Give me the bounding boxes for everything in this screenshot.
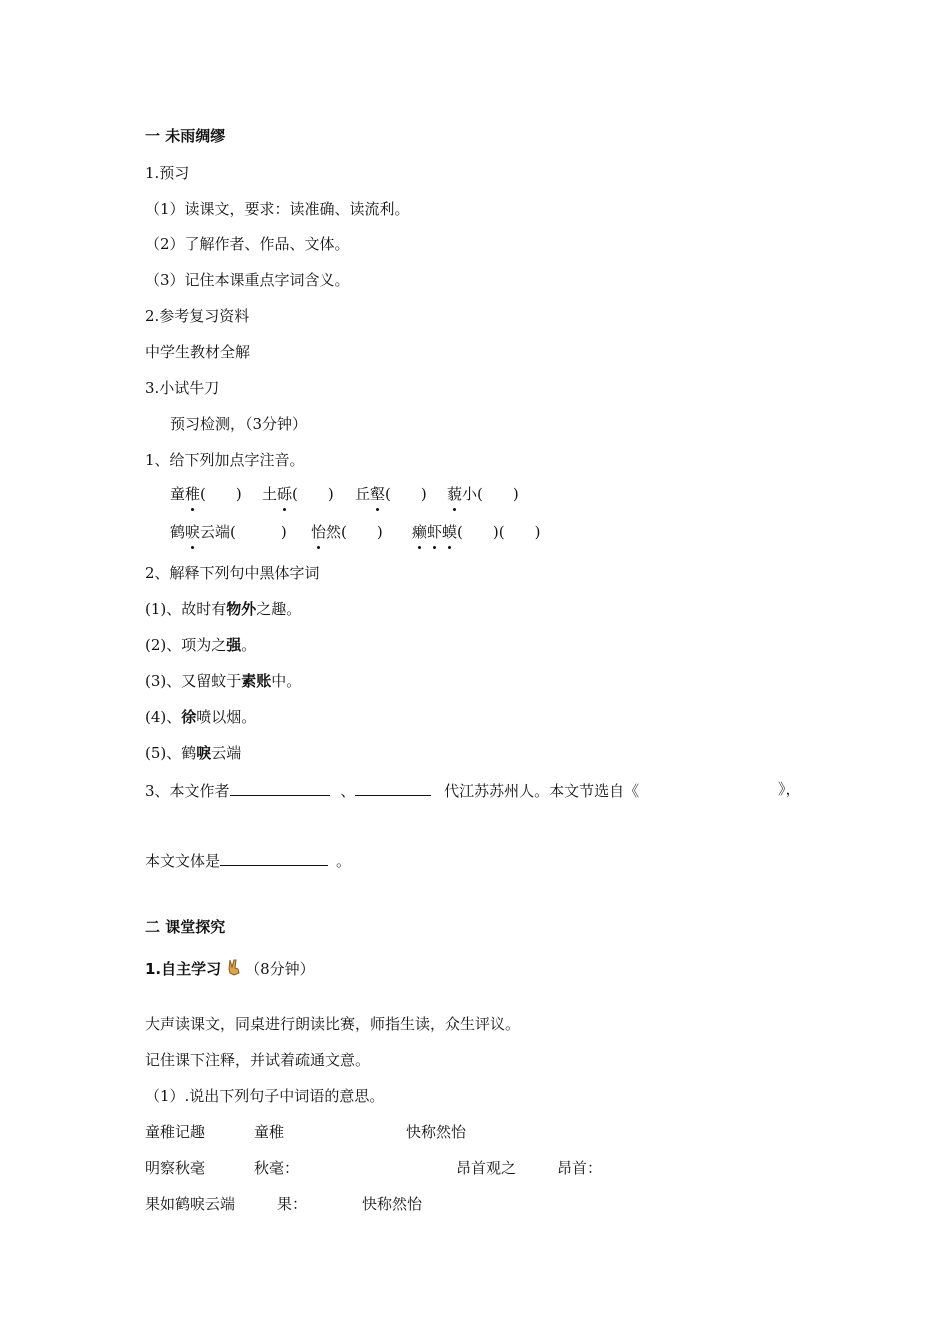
pinyin-item: 童稚( ) <box>170 485 242 503</box>
question-3-genre: 本文文体是 。 <box>145 849 351 871</box>
vocab-word: 昂首： <box>557 1159 603 1177</box>
dynasty-blank[interactable] <box>355 779 431 796</box>
item-reference: 2.参考复习资料 <box>145 307 250 325</box>
question-3: 3、本文作者 、 代江苏苏州人。本文节选自《 <box>145 779 639 801</box>
vocab-phrase: 童稚记趣 <box>145 1123 206 1141</box>
pinyin-item: 藐小( ) <box>447 485 519 503</box>
explain-item: (2)、项为之强。 <box>145 636 257 654</box>
requirement-3: （3）记住本课重点字词含义。 <box>145 271 350 289</box>
paragraph-1: 大声读课文，同桌进行朗读比赛，师指生读，众生评议。 <box>145 1015 521 1033</box>
question-1: 1、给下列加点字注音。 <box>145 451 305 469</box>
paragraph-2: 记住课下注释，并试着疏通文意。 <box>145 1051 371 1069</box>
vocab-phrase: 快称然怡 <box>406 1123 467 1141</box>
pinyin-item: 土砾( ) <box>262 485 334 503</box>
pinyin-item: 怡然( ) <box>311 523 383 541</box>
preview-check: 预习检测，（3分钟） <box>170 415 308 433</box>
section-title-2: 二 课堂探究 <box>145 918 226 936</box>
explain-item: (4)、徐喷以烟。 <box>145 708 257 726</box>
victory-hand-icon <box>225 958 243 976</box>
vocab-phrase: 快称然怡 <box>362 1195 423 1213</box>
vocab-word: 秋毫： <box>254 1159 300 1177</box>
genre-blank[interactable] <box>220 849 328 866</box>
section-title-1: 一 未雨绸缪 <box>145 127 226 145</box>
author-blank[interactable] <box>230 779 330 796</box>
item-preview: 1.预习 <box>145 164 190 182</box>
pinyin-item: 鹤唳云端( ) <box>170 523 287 541</box>
requirement-2: （2）了解作者、作品、文体。 <box>145 235 350 253</box>
vocab-phrase: 昂首观之 <box>456 1159 517 1177</box>
question-3-close: 》， <box>778 780 801 798</box>
self-study-heading: 1.自主学习 （8分钟） <box>145 960 315 978</box>
explain-item: (3)、又留蚊于素账中。 <box>145 672 302 690</box>
vocab-word: 童稚 <box>254 1123 285 1141</box>
vocab-phrase: 明察秋毫 <box>145 1159 206 1177</box>
question-2: 2、解释下列句中黑体字词 <box>145 564 320 582</box>
paragraph-3: （1）.说出下列句子中词语的意思。 <box>145 1087 385 1105</box>
explain-item: (1)、故时有物外之趣。 <box>145 600 302 618</box>
item-practice: 3.小试牛刀 <box>145 379 220 397</box>
vocab-phrase: 果如鹤唳云端 <box>145 1195 236 1213</box>
pinyin-item: 癞虾蟆( )( ) <box>412 523 541 541</box>
vocab-word: 果： <box>277 1195 308 1213</box>
explain-item: (5)、鹤唳云端 <box>145 744 242 762</box>
pinyin-item: 丘壑( ) <box>355 485 427 503</box>
requirement-1: （1）读课文，要求：读准确、读流利。 <box>145 200 410 218</box>
reference-book: 中学生教材全解 <box>145 343 251 361</box>
